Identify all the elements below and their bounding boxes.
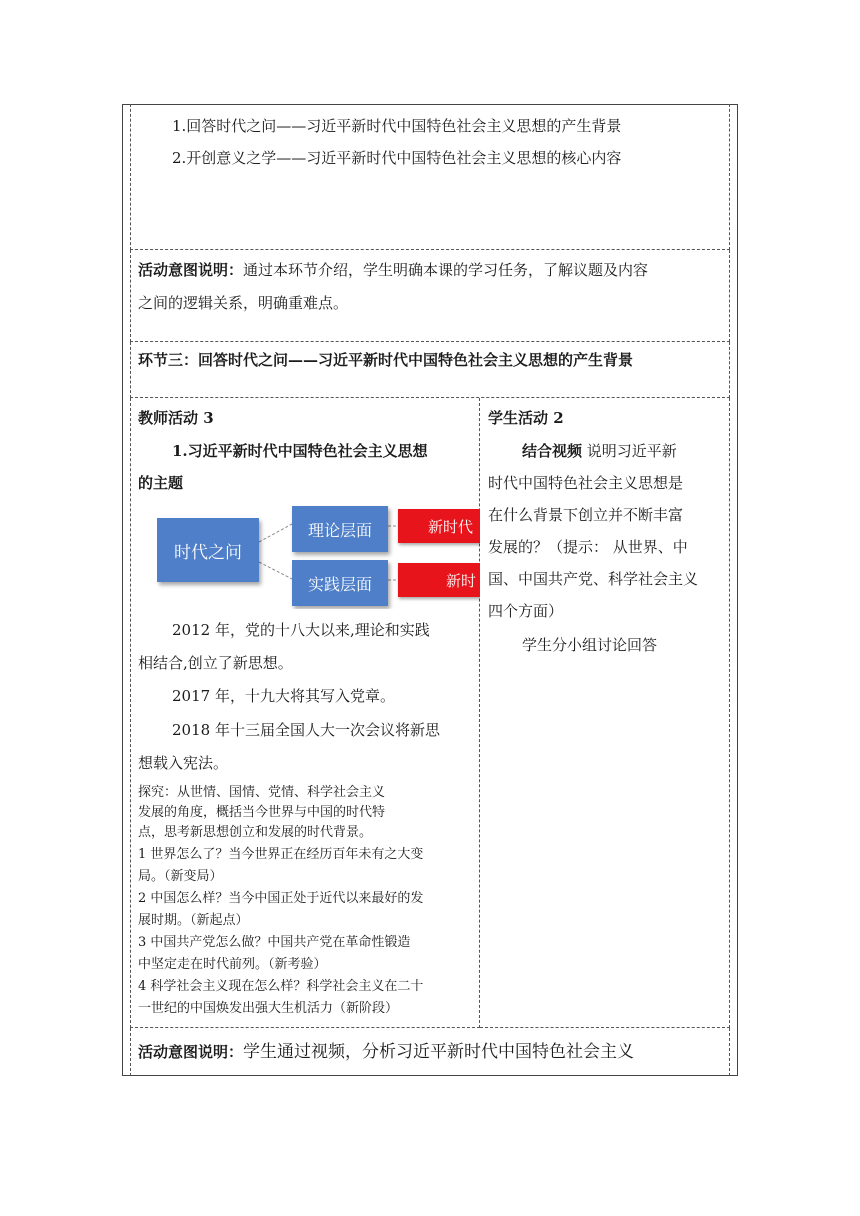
explore-line-3: 点，思考新思想创立和发展的时代背景。: [138, 825, 373, 840]
era-question-diagram: [157, 504, 480, 609]
lesson-table: [130, 104, 730, 1076]
question-4-line-1: 4 科学社会主义现在怎么样？科学社会主义在二十: [138, 979, 424, 994]
student-line-2: 时代中国特色社会主义思想是: [488, 474, 684, 492]
diagram-practice-box: 实践层面: [292, 560, 388, 606]
intent-1-line-1: [138, 260, 648, 280]
explore-line-1: 探究：从世情、国情、党情、科学社会主义: [138, 785, 386, 800]
student-line-5: 国、中国共产党、科学社会主义: [488, 570, 699, 588]
student-bold-lead: 结合视频: [522, 442, 583, 460]
question-1-line-1: 1 世界怎么了？当今世界正在经历百年未有之大变: [138, 847, 424, 862]
student-line-1: [522, 441, 677, 461]
diagram-red-box-2: 新时: [398, 563, 480, 597]
intent-1-text-1: 通过本环节介绍，学生明确本课的学习任务，了解议题及内容: [243, 261, 649, 279]
teacher-p1-line-2: 相结合,创立了新思想。: [138, 654, 293, 672]
student-line-4: 发展的？（提示： 从世界、中: [488, 538, 688, 556]
teacher-p3-line-1: 2018 年十三届全国人大一次会议将新思: [172, 721, 440, 739]
question-2-line-2: 展时期。（新起点）: [138, 913, 249, 928]
diagram-main-box: 时代之问: [157, 518, 259, 582]
teacher-topic-2: 的主题: [138, 474, 184, 492]
intent-2-text: 学生通过视频，分析习近平新时代中国特色社会主义: [243, 1042, 635, 1062]
question-2-line-1: 2 中国怎么样？当今中国正处于近代以来最好的发: [138, 891, 424, 906]
question-3-line-1: 3 中国共产党怎么做？中国共产党在革命性锻造: [138, 935, 411, 950]
task-item-1: 1.回答时代之问——习近平新时代中国特色社会主义思想的产生背景: [172, 117, 622, 135]
teacher-topic-1: 1.习近平新时代中国特色社会主义思想: [172, 442, 428, 460]
explore-line-2: 发展的角度，概括当今世界与中国的时代特: [138, 805, 386, 820]
teacher-heading: 教师活动 3: [138, 409, 214, 427]
section-3-title: 环节三：回答时代之问——习近平新时代中国特色社会主义思想的产生背景: [138, 351, 634, 369]
question-3-line-2: 中坚定走在时代前列。（新考验）: [138, 957, 327, 972]
teacher-p1-line-1: 2012 年，党的十八大以来,理论和实践: [172, 621, 430, 639]
student-heading: 学生活动 2: [488, 409, 564, 427]
intent-2-label: 活动意图说明：: [138, 1043, 244, 1061]
question-1-line-2: 局。（新变局）: [138, 869, 223, 884]
teacher-p2: 2017 年，十九大将其写入党章。: [172, 687, 395, 705]
task-item-2: 2.开创意义之学——习近平新时代中国特色社会主义思想的核心内容: [172, 149, 622, 167]
diagram-theory-box: 理论层面: [292, 506, 388, 552]
student-line-3: 在什么背景下创立并不断丰富: [488, 506, 684, 524]
teacher-p3-line-2: 想载入宪法。: [138, 754, 229, 772]
student-line-1-rest: 说明习近平新: [582, 442, 677, 460]
student-line-6: 四个方面）: [488, 602, 564, 620]
intent-2-line: [138, 1040, 634, 1064]
intent-1-label: 活动意图说明：: [138, 261, 244, 279]
intent-1-text-2: 之间的逻辑关系，明确重难点。: [138, 294, 349, 312]
student-line-7: 学生分小组讨论回答: [522, 636, 658, 654]
diagram-red-box-1: 新时代: [398, 509, 480, 543]
question-4-line-2: 一世纪的中国焕发出强大生机活力（新阶段）: [138, 1001, 399, 1016]
